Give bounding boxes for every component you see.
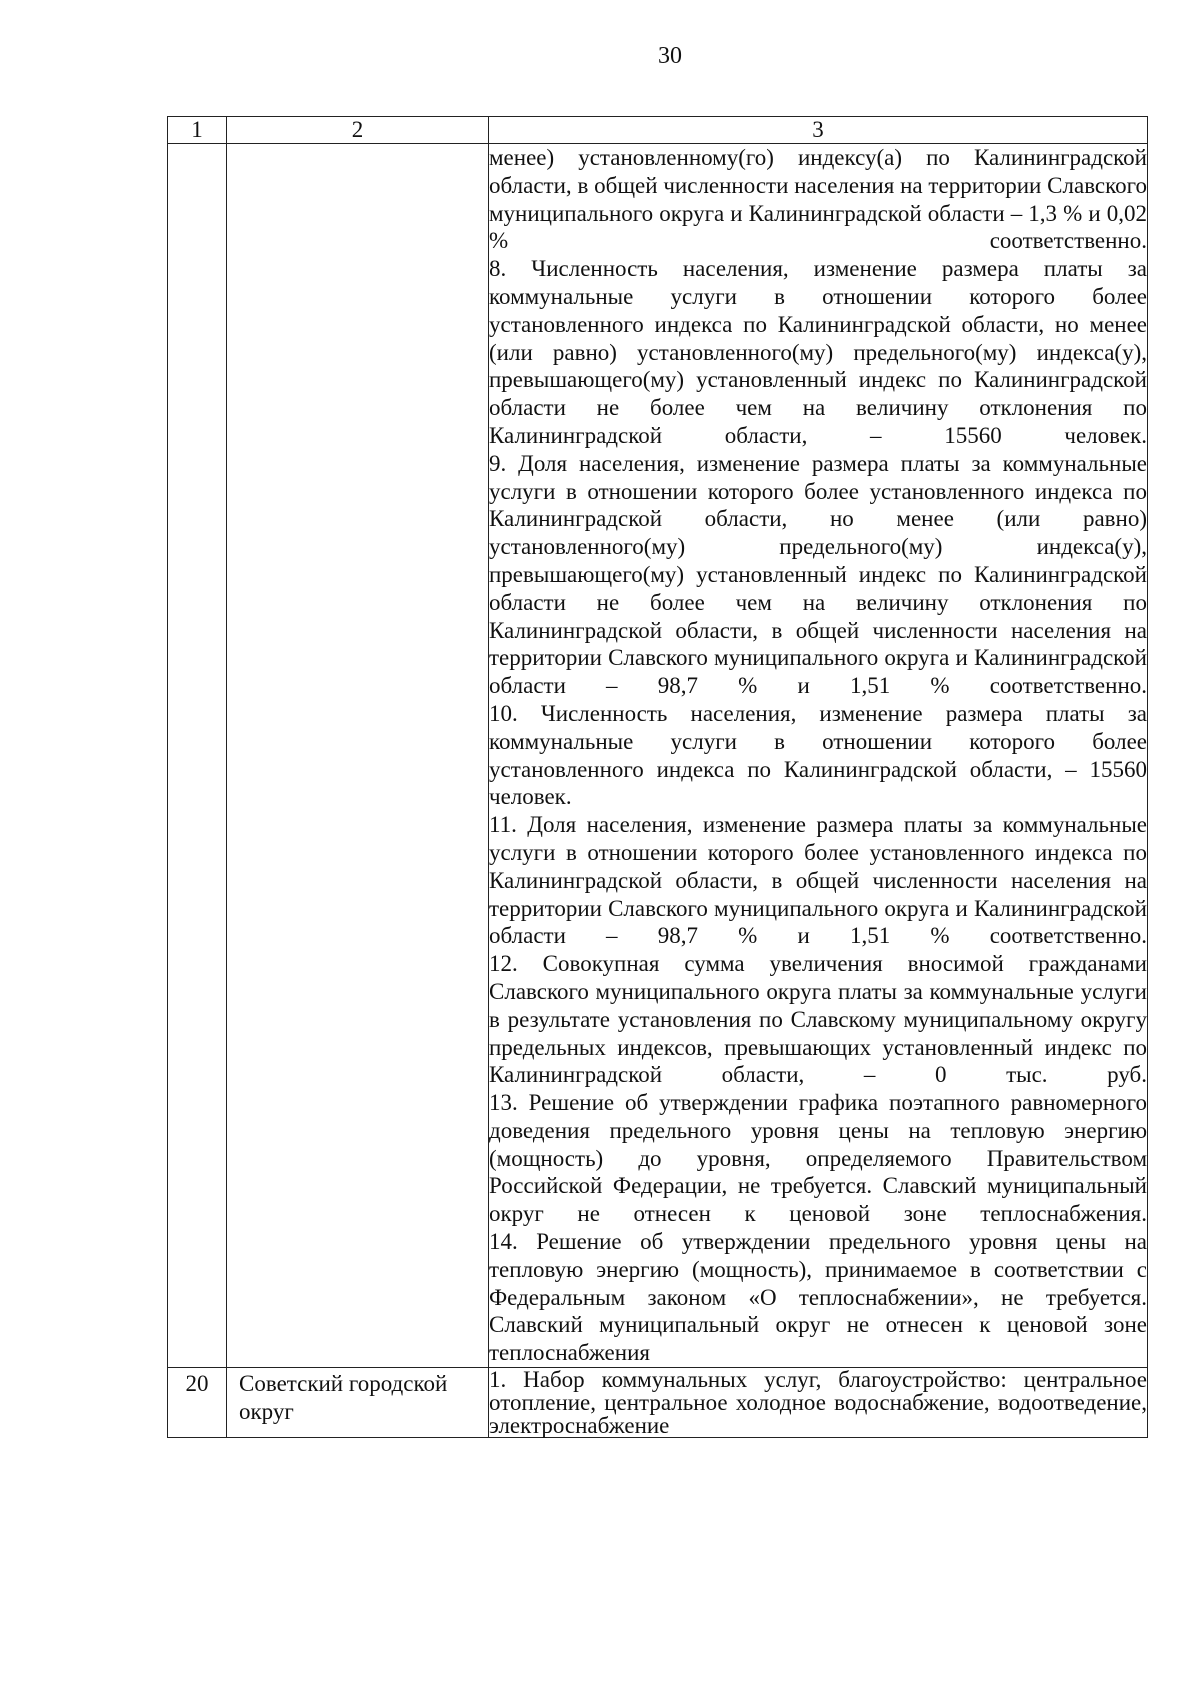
table-row-20 <box>168 1368 1148 1438</box>
page-number: 30 <box>658 43 682 69</box>
cell-content <box>489 144 1148 1368</box>
paragraph-13: 13. Решение об утверждении графика поэтапного равномерного доведения предельного уровня цены на тепловую энергию (мощность) до уровня, определяемого Правительством Российской Федерации, не требуется. Славский муниципальный округ не отнесен к ценовой зоне теплоснабжения. <box>489 1090 1147 1227</box>
row-20-paragraph-1: 1. Набор коммунальных услуг, благоустройство: центральное отопление, центральное холодное водоснабжение, водоотведение, электроснабжение <box>489 1367 1147 1439</box>
paragraph-12: 12. Совокупная сумма увеличения вносимой гражданами Славского муниципального округа платы за коммунальные услуги в результате установления по Славскому муниципальному округу предельных индексов, превышающих установленный индекс по Калининградской области, – 0 тыс. руб. <box>489 951 1147 1088</box>
paragraph-7-continued: менее) установленному(го) индексу(а) по Калининградской области, в общей численности населения на территории Славского муниципального округа и Калининградской области – 1,3 % и 0,02 % соответственно. <box>489 145 1147 254</box>
row-number: 20 <box>168 1368 227 1438</box>
paragraph-10: 10. Численность населения, изменение размера платы за коммунальные услуги в отношении которого более установленного индекса по Калининградской области, – 15560 человек. <box>489 700 1147 810</box>
paragraph-14: 14. Решение об утверждении предельного уровня цены на тепловую энергию (мощность), принимаемое в соответствии с Федеральным законом «О теплоснабжении», не требуется. Славский муниципальный округ не отнесен к ценовой зоне теплоснабжения <box>489 1229 1147 1366</box>
header-cell-1: 1 <box>168 117 227 144</box>
row-20-content <box>489 1368 1148 1438</box>
cell-name-empty <box>227 144 489 1368</box>
paragraph-11: 11. Доля населения, изменение размера платы за коммунальные услуги в отношении которого более установленного индекса по Калининградской области, в общей численности населения на территории Славского муниципального округа и Калининградской области – 98,7 % и 1,51 % соответственно. <box>489 812 1147 949</box>
document-table <box>167 116 1148 1438</box>
cell-number-empty <box>168 144 227 1368</box>
paragraph-8: 8. Численность населения, изменение размера платы за коммунальные услуги в отношении которого более установленного индекса по Калининградской области, но менее (или равно) установленного(му) предельного(му) индекса(у), превышающего(му) установленный индекс по Калининградской области не более чем на величину отклонения по Калининградской области, – 15560 человек. <box>489 256 1147 448</box>
header-cell-3: 3 <box>489 117 1148 144</box>
table-header-row <box>168 117 1148 144</box>
municipality-name: Советский городской округ <box>227 1368 489 1438</box>
table-row-continued <box>168 144 1148 1368</box>
header-cell-2: 2 <box>227 117 489 144</box>
paragraph-9: 9. Доля населения, изменение размера платы за коммунальные услуги в отношении которого более установленного индекса по Калининградской области, но менее (или равно) установленного(му) предельного(му) индекса(у), превышающего(му) установленный индекс по Калининградской области не более чем на величину отклонения по Калининградской области, в общей численности населения на территории Славского муниципального округа и Калининградской области – 98,7 % и 1,51 % соответственно. <box>489 450 1147 699</box>
